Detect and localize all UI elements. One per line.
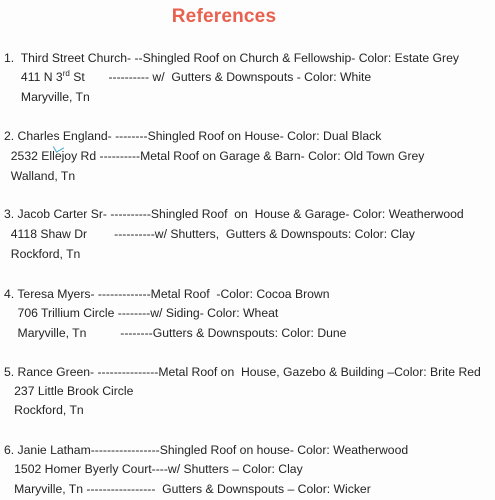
reference-3-line-2: 4118 Shaw Dr ----------w/ Shutters, Gutters & Downspouts: Color: Clay [4, 227, 415, 241]
reference-1-line-3: Maryville, Tn [4, 90, 90, 104]
reference-1-address: 411 N 3 [4, 70, 63, 84]
reference-1-service: St ---------- w/ Gutters & Downspouts - Color: White [69, 70, 372, 84]
reference-6-line-2: 1502 Homer Byerly Court----w/ Shutters – Color: Clay [4, 462, 303, 476]
reference-3-line-1: 3. Jacob Carter Sr- ----------Shingled Roof on House & Garage- Color: Weatherwood [4, 207, 464, 221]
reference-5-line-3: Rockford, Tn [4, 403, 84, 417]
reference-1-address-suffix: rd [62, 68, 70, 78]
reference-4-line-2: 706 Trillium Circle --------w/ Siding- Color: Wheat [4, 306, 279, 320]
reference-2-line-3: Walland, Tn [4, 169, 76, 183]
reference-2-line-1: 2. Charles England- --------Shingled Roof on House- Color: Dual Black [4, 129, 382, 143]
reference-5-line-1: 5. Rance Green- ---------------Metal Roof on House, Gazebo & Building –Color: Brite Red [4, 365, 481, 379]
reference-4-line-3: Maryville, Tn --------Gutters & Downspouts: Color: Dune [4, 326, 347, 340]
reference-1-line-1: 1. Third Street Church- --Shingled Roof on Church & Fellowship- Color: Estate Grey [4, 51, 459, 65]
reference-1-line-2 [4, 69, 371, 85]
reference-5-line-2: 237 Little Brook Circle [4, 384, 134, 398]
reference-6-line-3: Maryville, Tn ----------------- Gutters & Downspouts – Color: Wicker [4, 482, 371, 496]
page-title: References [171, 6, 277, 27]
reference-4-line-1: 4. Teresa Myers- -------------Metal Roof -Color: Cocoa Brown [4, 287, 330, 301]
reference-3-line-3: Rockford, Tn [4, 247, 81, 261]
reference-6-line-1: 6. Janie Latham-----------------Shingled Roof on house- Color: Weatherwood [4, 443, 409, 457]
reference-2-line-2: 2532 Ellejoy Rd ----------Metal Roof on Garage & Barn- Color: Old Town Grey [4, 149, 425, 163]
